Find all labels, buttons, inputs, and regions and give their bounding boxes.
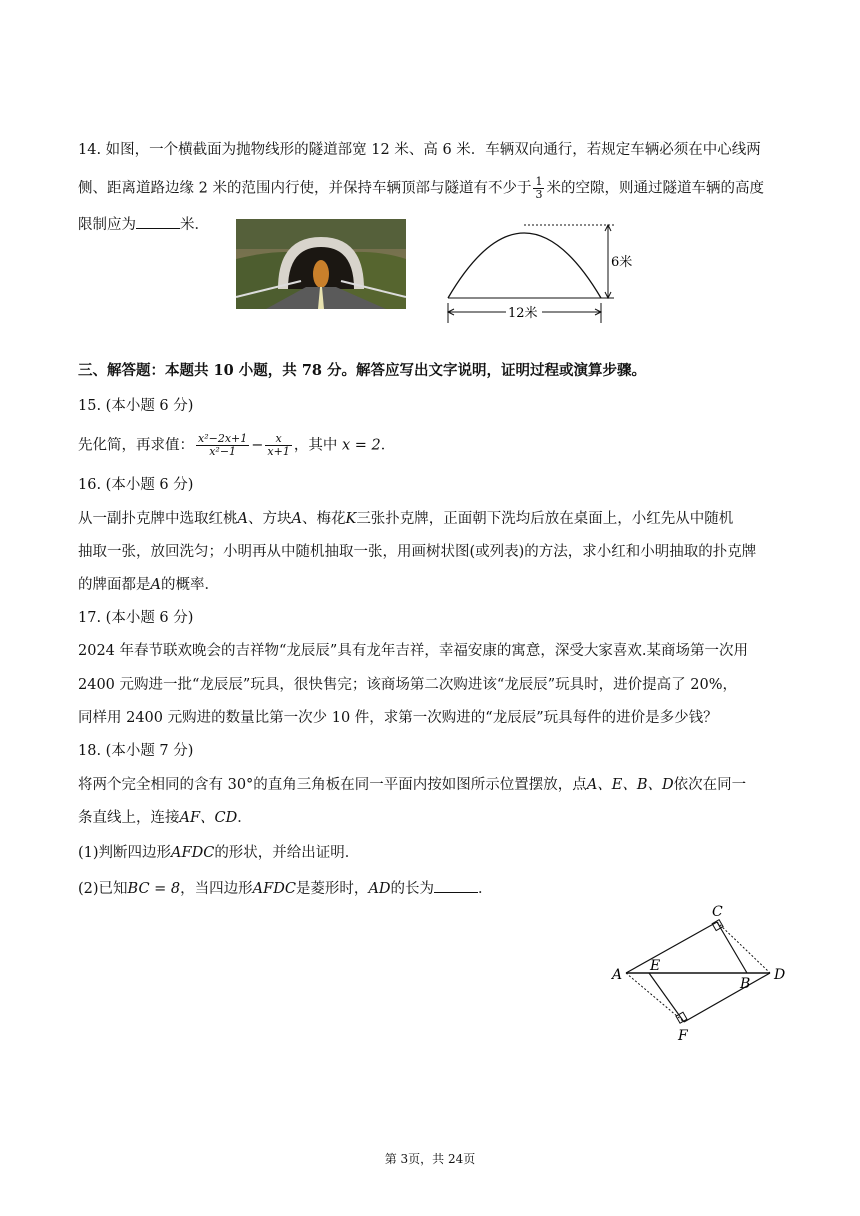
q16-line-3: 的牌面都是A的概率． [78,577,219,593]
section-heading: 三、解答题：本题共 10 小题，共 78 分。解答应写出文字说明，证明过程或演算步骤。 [78,362,647,379]
q17-line-1: 2024 年春节联欢晚会的吉祥物“龙辰辰”具有龙年吉祥，幸福安康的寓意，深受大家喜欢.某商场第一次用 [78,643,748,659]
triangles-diagram [604,900,804,1045]
point-E: E [650,958,661,974]
q14-line-3: 限制应为 米． [78,214,788,235]
point-F: F [678,1028,688,1044]
q17-line-2: 2400 元购进一批“龙辰辰”玩具，很快售完；该商场第二次购进该“龙辰辰”玩具时，进价提高了 20%， [78,677,737,693]
q14-line-2: 侧、距离道路边缘 2 米的范围内行使，并保持车辆顶部与隧道有不少于 $\frac{1}{3}$ 米的空隙，则通过隧道车辆的高度 [78,175,764,201]
q15-heading: 15. (本小题 6 分) [78,398,194,414]
q17-line-3: 同样用 2400 元购进的数量比第一次少 10 件，求第一次购进的“龙辰辰”玩具每件的进价是多少钱？ [78,710,718,726]
q15-body: 先化简，再求值： $\frac{\text{x²−2x+1}}{\text{x²−1}}$ − $\frac{x}{x+1}$ ，其中 x = 2． [78,432,396,458]
q18-line-1: 将两个完全相同的含有 30°的直角三角板在同一平面内按如图所示位置摆放，点A、E、B、D依次在同一 [78,777,747,793]
q18-part-1: (1)判断四边形AFDC的形状，并给出证明． [78,845,360,861]
width-label: 12米 [508,306,538,321]
q18-part-2: (2)已知BC = 8，当四边形AFDC是菱形时，AD的长为 ． [78,878,788,899]
q16-heading: 16. (本小题 6 分) [78,477,194,493]
point-D: D [774,967,786,983]
fraction: $\frac{1}{3}$ [535,175,543,201]
q16-line-2: 抽取一张，放回洗匀；小明再从中随机抽取一张，用画树状图(或列表)的方法，求小红和小明抽取的扑克牌 [78,544,757,560]
tunnel-photo [236,219,406,309]
answer-blank [136,214,180,229]
q18-heading: 18. (本小题 7 分) [78,743,194,759]
point-A: A [612,967,623,983]
q14-line-1: 14. 如图，一个横截面为抛物线形的隧道部宽 12 米、高 6 米．车辆双向通行，若规定车辆必须在中心线两 [78,142,761,158]
height-label: 6米 [611,255,633,270]
point-C: C [712,904,723,920]
parabola-curve [448,233,601,298]
answer-blank [434,878,478,893]
page-footer: 第 3页，共 24页 [384,1152,476,1166]
q17-heading: 17. (本小题 6 分) [78,610,194,626]
q18-line-2: 条直线上，连接AF、CD． [78,810,252,826]
point-B: B [740,976,751,992]
q16-line-1: 从一副扑克牌中选取红桃A、方块A、梅花K三张扑克牌，正面朝下洗均后放在桌面上，小红先从中随机 [78,511,734,527]
parabola-diagram [430,215,640,327]
